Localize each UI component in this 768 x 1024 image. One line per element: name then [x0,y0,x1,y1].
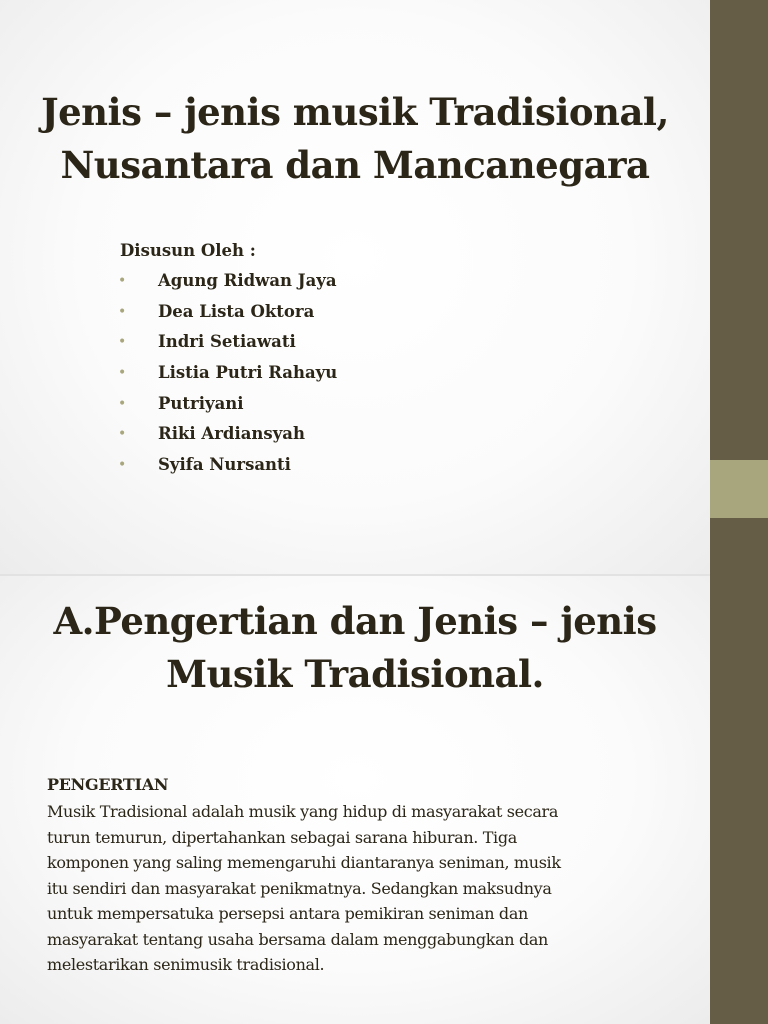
bullet-icon: • [118,273,127,289]
bullet-icon: • [118,395,127,412]
slide-2-title-line-2: Musik Tradisional. [166,652,544,696]
author-name: Dea Lista Oktora [158,301,315,321]
authors-heading: Disusun Oleh : [120,241,256,260]
body-line: masyarakat tentang usaha bersama dalam menggabungkan dan [47,929,549,949]
body-line: komponen yang saling memengaruhi diantaranya seniman, musik [47,853,561,872]
author-name: Putriyani [158,393,244,413]
slide-2 [0,576,710,1024]
author-name: Agung Ridwan Jaya [158,271,337,290]
definition-section [47,771,677,978]
bullet-icon: • [118,457,127,474]
slide-1-title-line-2: Nusantara dan Mancanegara [60,143,650,187]
author-name: Indri Setiawati [158,332,296,352]
authors-block [120,235,337,481]
author-list [120,266,337,481]
author-item [120,266,337,297]
bullet-icon: • [118,303,127,320]
author-item [120,450,337,481]
author-item [120,389,337,420]
author-item [120,327,337,358]
author-item [120,297,337,328]
slide-1-title [0,86,710,192]
body-line: Musik Tradisional adalah musik yang hidup di masyarakat secara [47,802,559,821]
bullet-icon: • [118,426,127,443]
body-line: turun temurun, dipertahankan sebagai sarana hiburan. Tiga [47,827,517,847]
slide-2-title-line-1: A.Pengertian dan Jenis – jenis [53,599,657,643]
author-name: Riki Ardiansyah [158,424,305,444]
section-body [47,799,677,978]
slide-2-title [0,595,710,701]
body-line: untuk mempersatuka persepsi antara pemikiran seniman dan [47,904,528,923]
section-heading: PENGERTIAN [47,775,169,794]
body-line: itu sendiri dan masyarakat penikmatnya. Sedangkan maksudnya [47,878,552,898]
author-name: Listia Putri Rahayu [158,363,338,383]
author-item [120,419,337,450]
author-item [120,358,337,389]
slide-1-title-line-1: Jenis – jenis musik Tradisional, [41,90,669,134]
author-name: Syifa Nursanti [158,455,291,475]
body-line: melestarikan senimusik tradisional. [47,955,325,974]
sidebar-accent-block [710,460,768,518]
bullet-icon: • [118,334,127,351]
bullet-icon: • [118,365,127,382]
